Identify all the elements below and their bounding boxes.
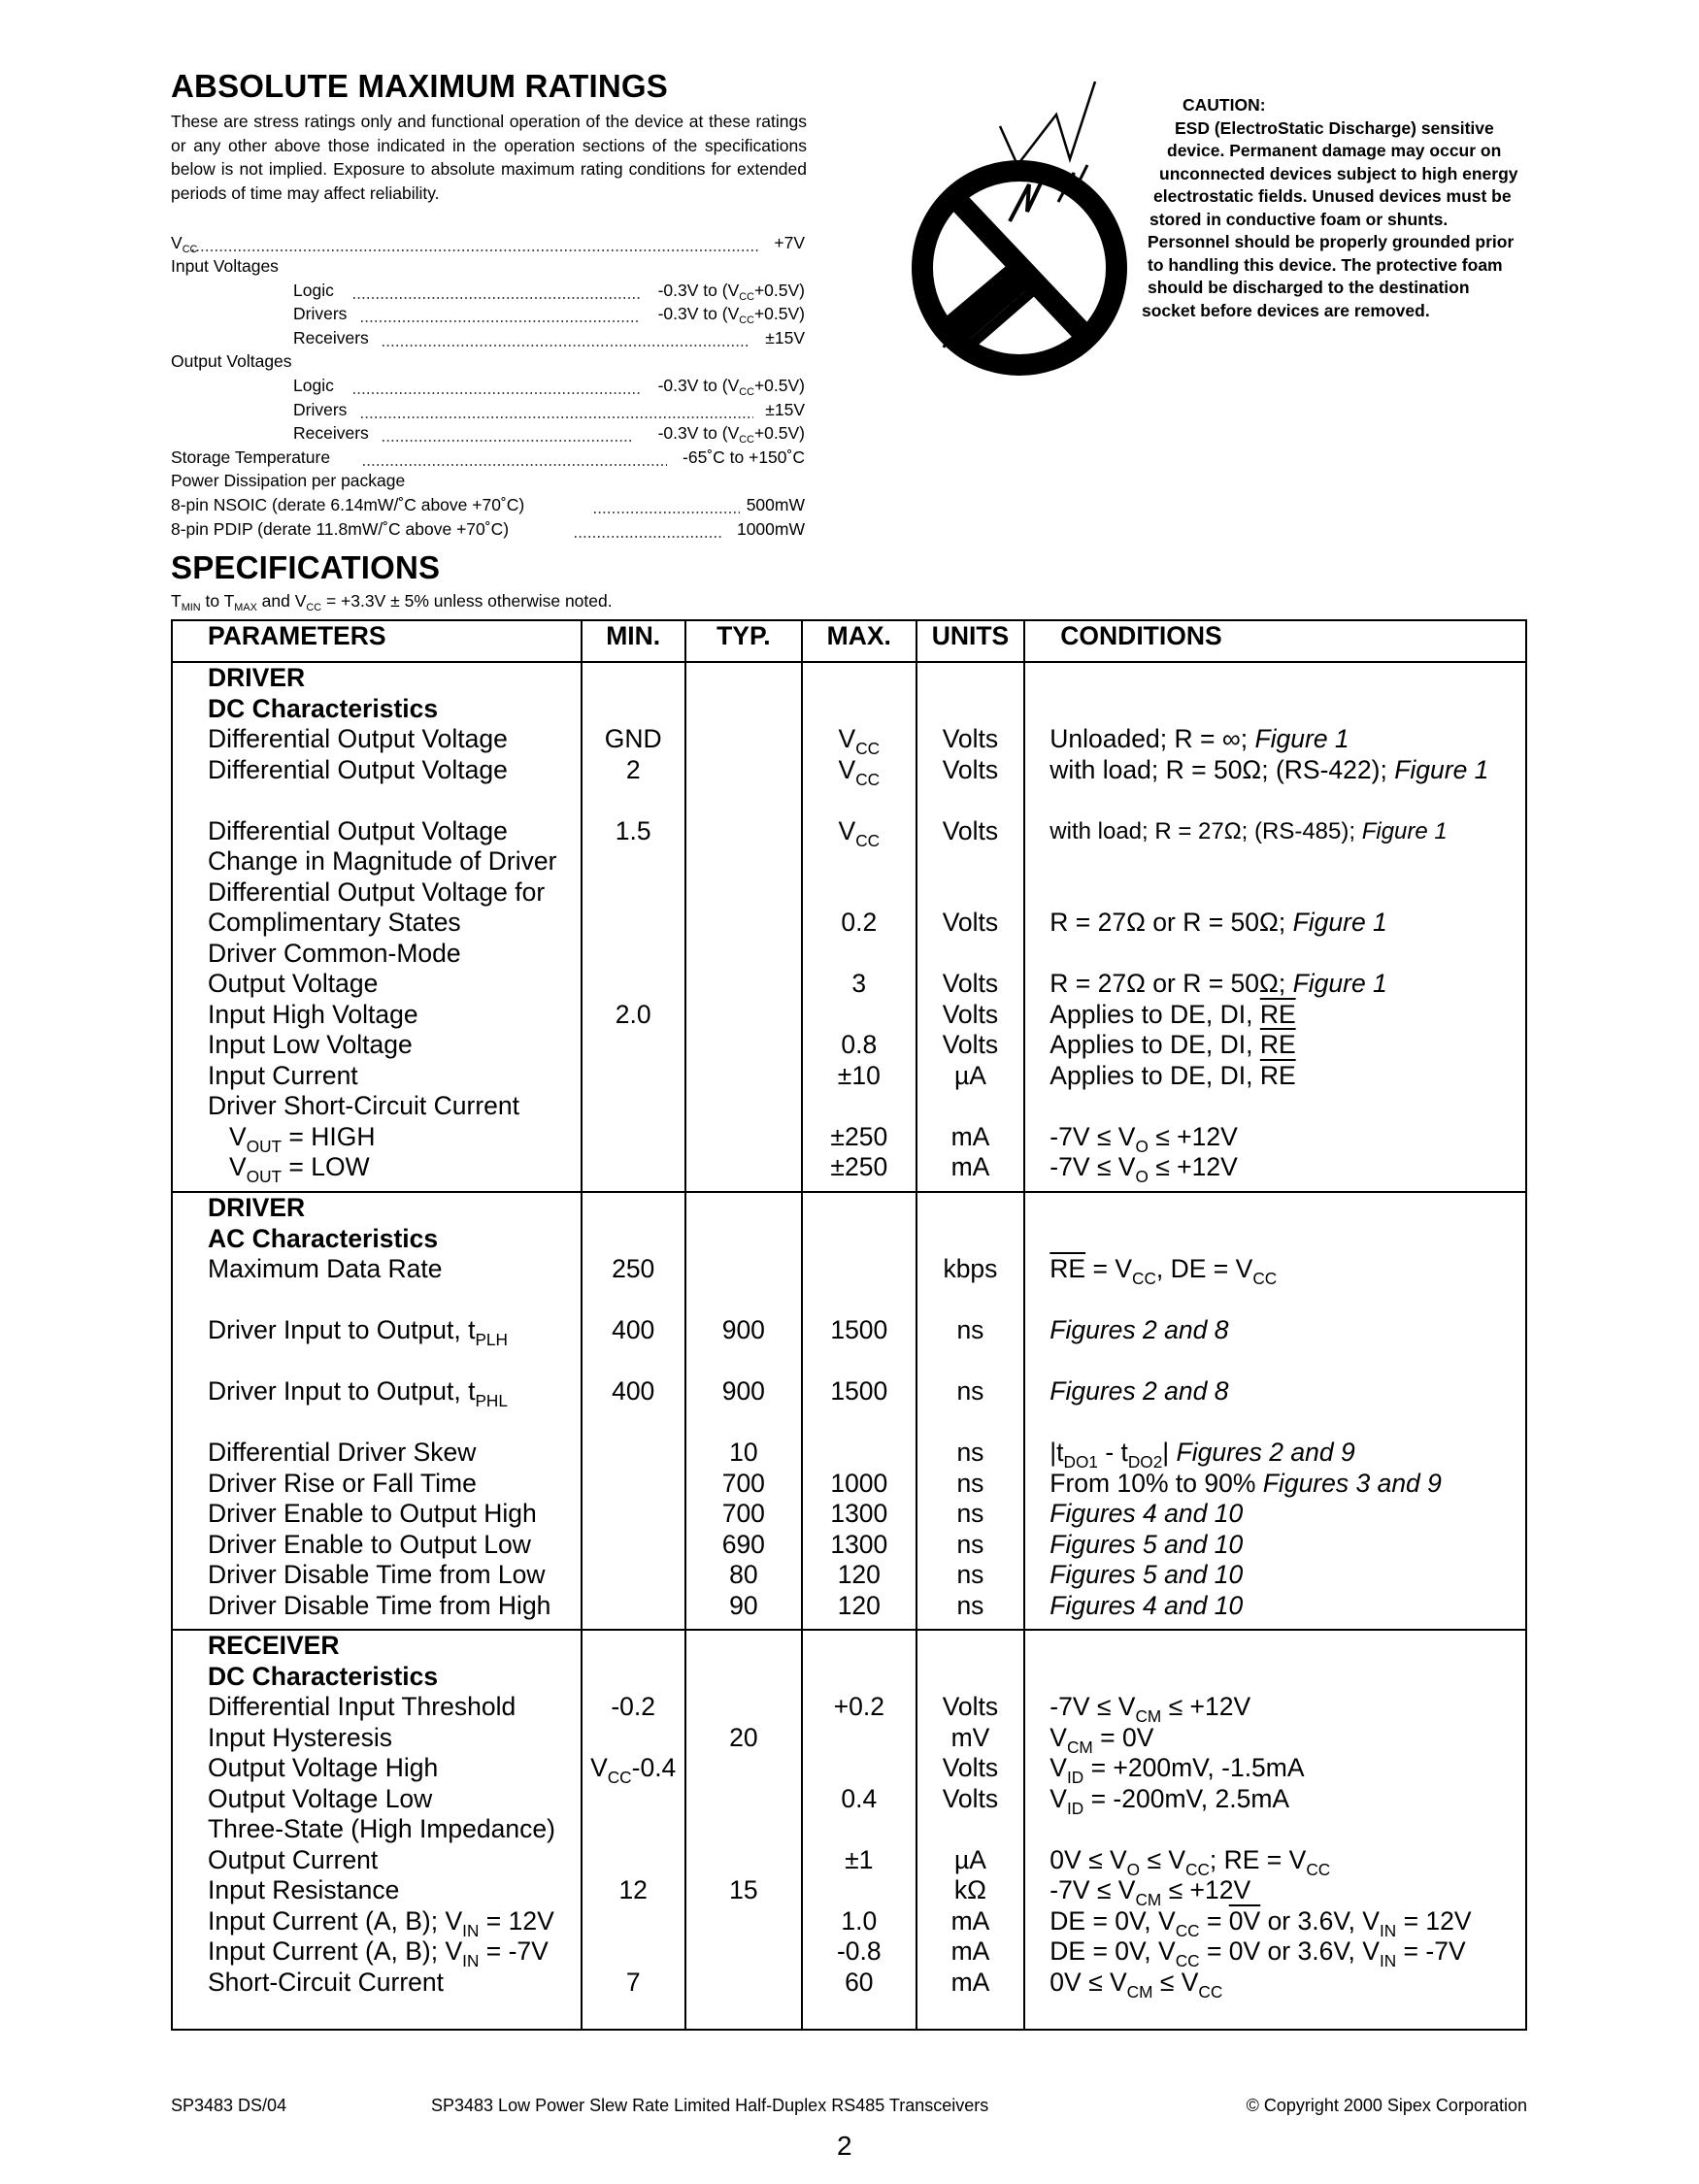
condition: DE = 0V, $V_{CC} = 0V$ or 3.6V, $V_{IN} = -7V$ xyxy=(1049,1936,1466,1970)
min-value: 12 xyxy=(618,1875,648,1904)
header-parameters: PARAMETERS xyxy=(172,620,582,662)
condition: Figures 2 and 8 xyxy=(1049,1315,1229,1344)
condition: $0V \le V_O \le V_{CC}$; RE = $V_{CC}$ xyxy=(1049,1844,1331,1879)
max-value: 1300 xyxy=(830,1499,888,1528)
unit: Volts xyxy=(942,754,999,784)
param: Differential Input Threshold xyxy=(208,1692,516,1721)
max-value: 1500 xyxy=(830,1376,888,1406)
param-vout-high: $V_{OUT}$ = HIGH xyxy=(229,1121,376,1156)
specs-note-text: = +3.3V ± 5% unless otherwise noted. xyxy=(325,591,613,611)
condition: $-7V \le V_O \le +12V$ xyxy=(1049,1152,1238,1186)
specifications-table xyxy=(171,619,1527,2031)
rating-out-logic-value: -0.3V to $(V_{CC}+0.5V)$ xyxy=(657,376,805,398)
param: Driver Input to Output, $t_{PLH}$ xyxy=(208,1315,508,1349)
rating-in-logic-label: Logic xyxy=(293,281,334,300)
condition: Applies to DE, DI, $\overline{RE}$ xyxy=(1049,1060,1296,1090)
rating-output-voltages: Output Voltages xyxy=(171,351,292,371)
typ-value: 80 xyxy=(729,1560,758,1589)
table-header-row xyxy=(172,620,1526,662)
driver-dc-typ xyxy=(685,662,802,1192)
condition: $|t_{DO1} - t_{DO2}|$ Figures 2 and 9 xyxy=(1049,1438,1355,1472)
param-text: = LOW xyxy=(288,1152,370,1181)
param-text: = HIGH xyxy=(288,1121,376,1151)
min-value: GND xyxy=(604,724,662,753)
unit: Volts xyxy=(942,1030,999,1059)
param: Differential Output Voltage xyxy=(208,754,508,784)
condition: Figures 4 and 10 xyxy=(1049,1590,1244,1620)
rating-storage-label: Storage Temperature xyxy=(171,447,331,467)
max-value: 1.0 xyxy=(841,1905,878,1936)
unit: Volts xyxy=(942,969,999,998)
min-value: 400 xyxy=(612,1376,655,1406)
param: Short-Circuit Current xyxy=(208,1967,444,1997)
param: Driver Rise or Fall Time xyxy=(208,1468,477,1498)
unit: ns xyxy=(956,1499,984,1528)
receiver-dc-section xyxy=(172,1630,1526,2030)
rating-in-logic-value: -0.3V to $(V_{CC}+0.5V)$ xyxy=(657,281,805,303)
unit: ns xyxy=(956,1560,984,1589)
abs-max-intro: These are stress ratings only and functional operation of the device at these ratings or any other above those indicated in the operation sections of the specifications below is not implied. Exposure to absolute maximum rating conditions for extended periods of time may affect reliability. xyxy=(171,112,807,203)
condition: $V_{CM} = 0V$ xyxy=(1049,1722,1154,1757)
max-value: 1500 xyxy=(830,1315,888,1344)
receiver-dc-typ xyxy=(685,1630,802,2030)
max-value: $V_{CC}$ xyxy=(838,724,881,758)
driver-dc-max xyxy=(802,662,916,1192)
esd-caution-icon xyxy=(903,76,1155,396)
driver-dc-section xyxy=(172,662,1526,1192)
caution-line: Personnel should be properly grounded prior xyxy=(1148,232,1515,251)
header-max: MAX. xyxy=(802,620,916,662)
typ-value: 90 xyxy=(729,1590,758,1620)
unit: ns xyxy=(956,1376,984,1406)
max-value: 120 xyxy=(837,1560,881,1589)
max-value: $V_{CC}$ xyxy=(838,815,881,850)
unit: Volts xyxy=(942,1783,999,1813)
rating-out-receivers-label: Receivers xyxy=(293,423,369,443)
driver-ac-max xyxy=(802,1192,916,1630)
caution-line: unconnected devices subject to high energy xyxy=(1159,163,1518,183)
param: Driver Disable Time from Low xyxy=(208,1560,546,1589)
rating-out-receivers-value: -0.3V to $(V_{CC}+0.5V)$ xyxy=(657,423,805,446)
condition: $-7V \le V_O \le +12V$ xyxy=(1049,1121,1238,1156)
specs-title: SPECIFICATIONS xyxy=(171,549,441,585)
max-value: $V_{CC}$ xyxy=(838,754,881,789)
driver-dc-min xyxy=(582,662,685,1192)
max-value: 60 xyxy=(845,1967,874,1997)
unit: ns xyxy=(956,1529,984,1559)
condition: Figures 4 and 10 xyxy=(1049,1499,1244,1528)
condition: From 10% to 90% Figures 3 and 9 xyxy=(1049,1468,1442,1498)
unit: mA xyxy=(950,1967,990,1997)
receiver-dc-conditions xyxy=(1024,1630,1526,2030)
min-value: 250 xyxy=(612,1254,655,1283)
caution-line: to handling this device. The protective foam xyxy=(1148,254,1503,275)
rating-in-receivers-label: Receivers xyxy=(293,328,369,347)
rating-vcc-value: +7V xyxy=(774,233,805,252)
receiver-dc-units xyxy=(916,1630,1025,2030)
rating-nsoic-value: 500mW xyxy=(746,495,805,514)
unit: ns xyxy=(956,1590,984,1620)
typ-value: 900 xyxy=(721,1315,765,1344)
max-value: ±250 xyxy=(830,1152,888,1181)
rating-pdip-value: 1000mW xyxy=(736,519,805,539)
max-value: ±250 xyxy=(830,1121,888,1151)
condition: with load; R = 50Ω; (RS-422); Figure 1 xyxy=(1049,754,1489,784)
unit: mV xyxy=(950,1722,990,1752)
unit: µA xyxy=(953,1060,986,1090)
param: Differential Driver Skew xyxy=(208,1438,477,1467)
param: Input Current (A, B); $V_{IN} = -7V$ xyxy=(208,1936,549,1970)
rating-storage-value: -65˚C to +150˚C xyxy=(683,447,805,467)
caution-line: stored in conductive foam or shunts. xyxy=(1149,209,1449,229)
header-conditions: CONDITIONS xyxy=(1024,620,1526,662)
param: Driver Input to Output, $t_{PHL}$ xyxy=(208,1376,508,1410)
header-min: MIN. xyxy=(582,620,685,662)
unit: kbps xyxy=(943,1254,998,1283)
condition: $\overline{RE} = V_{CC}$, DE = $V_{CC}$ xyxy=(1049,1254,1278,1288)
specs-note: $T_{MIN}$ to $T_{MAX}$ and $V_{CC} = +3.3V \pm 5\%$ unless otherwise noted. xyxy=(171,591,613,613)
unit: mA xyxy=(950,1121,990,1151)
condition: $V_{ID} = +200mV$, -1.5mA xyxy=(1049,1753,1305,1787)
driver-ac-min xyxy=(582,1192,685,1630)
param: Driver Short-Circuit Current xyxy=(208,1091,520,1120)
typ-value: 700 xyxy=(721,1468,765,1498)
max-value: 0.8 xyxy=(841,1030,878,1059)
param: Differential Output Voltage xyxy=(208,724,508,753)
rating-out-drivers-value: ±15V xyxy=(765,400,805,419)
receiver-dc-min xyxy=(582,1630,685,2030)
condition: R = 27Ω or R = 50Ω; Figure 1 xyxy=(1049,908,1387,937)
rating-in-drivers-value: -0.3V to $(V_{CC}+0.5V)$ xyxy=(657,304,805,326)
driver-ac-conditions xyxy=(1024,1192,1526,1630)
param: Input Current (A, B); $V_{IN} = 12V$ xyxy=(208,1905,554,1940)
driver-ac-units xyxy=(916,1192,1025,1630)
unit: ns xyxy=(956,1468,984,1498)
caution-line: should be discharged to the destination xyxy=(1148,278,1470,297)
caution-title: CAUTION: xyxy=(1183,95,1266,115)
min-value: $V_{CC}-0.4$ xyxy=(590,1753,677,1787)
param: Driver Disable Time from High xyxy=(208,1590,551,1620)
unit: Volts xyxy=(942,999,999,1029)
caution-line: device. Permanent damage may occur on xyxy=(1167,141,1502,160)
condition: Figures 5 and 10 xyxy=(1049,1529,1244,1559)
typ-value: 10 xyxy=(729,1438,758,1467)
param: Output Current xyxy=(208,1844,379,1874)
section-label: RECEIVER xyxy=(208,1631,340,1660)
rating-out-logic-label: Logic xyxy=(293,376,334,395)
max-value: +0.2 xyxy=(833,1692,884,1721)
param-vout-low: $V_{OUT}$ = LOW xyxy=(229,1152,370,1186)
condition: with load; R = 27Ω; (RS-485); Figure 1 xyxy=(1049,817,1448,844)
min-value: 7 xyxy=(625,1967,641,1997)
max-value: 120 xyxy=(837,1590,881,1620)
condition: $0V \le V_{CM} \le V_{CC}$ xyxy=(1049,1967,1223,2002)
rating-out-drivers-label: Drivers xyxy=(293,400,348,419)
unit: Volts xyxy=(942,1692,999,1721)
param: Differential Output Voltage xyxy=(208,815,508,845)
condition: Applies to DE, DI, $\overline{RE}$ xyxy=(1049,999,1296,1029)
unit: Volts xyxy=(942,908,999,937)
param: Differential Output Voltage for xyxy=(208,877,546,907)
max-value: -0.8 xyxy=(836,1936,882,1966)
max-value: ±10 xyxy=(837,1060,881,1090)
param: Maximum Data Rate xyxy=(208,1254,443,1283)
driver-ac-section xyxy=(172,1192,1526,1630)
condition: $-7V \le V_{CM} \le +12V$ xyxy=(1049,1875,1251,1909)
subsection-label: DC Characteristics xyxy=(208,693,439,723)
param: Input Resistance xyxy=(208,1875,400,1904)
param: Change in Magnitude of Driver xyxy=(208,846,557,876)
footer-title: SP3483 Low Power Slew Rate Limited Half-Duplex RS485 Transceivers xyxy=(431,2096,989,2115)
typ-value: 900 xyxy=(721,1376,765,1406)
param: Complimentary States xyxy=(208,908,461,937)
param: Input Low Voltage xyxy=(208,1030,413,1059)
condition: Figures 2 and 8 xyxy=(1049,1376,1229,1406)
unit: ns xyxy=(956,1315,984,1344)
rating-pdip-label: 8-pin PDIP (derate 11.8mW/˚C above +70˚C) xyxy=(171,519,510,539)
condition: R = 27Ω or R = 50Ω; Figure 1 xyxy=(1049,969,1387,998)
driver-dc-parameters xyxy=(172,662,582,1192)
receiver-dc-max xyxy=(802,1630,916,2030)
param: Input Current xyxy=(208,1060,358,1090)
receiver-dc-parameters xyxy=(172,1630,582,2030)
param: Output Voltage xyxy=(208,969,379,998)
unit: mA xyxy=(950,1152,990,1181)
max-value: 0.4 xyxy=(841,1783,878,1813)
unit: mA xyxy=(950,1936,990,1966)
rating-in-receivers-value: ±15V xyxy=(765,328,805,347)
param: Three-State (High Impedance) xyxy=(208,1814,555,1843)
param: Output Voltage High xyxy=(208,1753,439,1782)
min-value: 2 xyxy=(625,754,641,784)
section-label: DRIVER xyxy=(208,663,306,692)
footer-copyright: © Copyright 2000 Sipex Corporation xyxy=(1246,2096,1527,2115)
param: Driver Common-Mode xyxy=(208,938,461,968)
min-value: -0.2 xyxy=(611,1692,656,1721)
unit: Volts xyxy=(942,1753,999,1782)
rating-vcc-label: $V_{CC}$ xyxy=(171,233,198,255)
param: Driver Enable to Output Low xyxy=(208,1529,531,1559)
param: Driver Enable to Output High xyxy=(208,1499,537,1528)
param xyxy=(173,785,581,816)
condition: DE = 0V, $V_{CC} = 0V$ or 3.6V, $V_{IN} = 12V$ xyxy=(1049,1905,1472,1940)
driver-ac-typ xyxy=(685,1192,802,1630)
min-value: 400 xyxy=(612,1315,655,1344)
rating-in-drivers-label: Drivers xyxy=(293,304,348,323)
max-value: 3 xyxy=(851,969,867,998)
max-value: 1300 xyxy=(830,1529,888,1559)
unit: µA xyxy=(953,1844,986,1874)
caution-line: electrostatic fields. Unused devices must be xyxy=(1153,186,1512,206)
condition: $-7V \le V_{CM} \le +12V$ xyxy=(1049,1692,1251,1726)
driver-dc-conditions xyxy=(1024,662,1526,1192)
condition: Figures 5 and 10 xyxy=(1049,1560,1244,1589)
min-value: 1.5 xyxy=(615,815,651,845)
param: Input Hysteresis xyxy=(208,1722,392,1752)
section-label: DRIVER xyxy=(208,1193,306,1222)
condition: $V_{ID} = -200mV$, 2.5mA xyxy=(1049,1783,1290,1818)
unit: mA xyxy=(950,1905,990,1936)
max-value: 0.2 xyxy=(841,908,878,937)
param: Input High Voltage xyxy=(208,999,418,1029)
condition: Applies to DE, DI, $\overline{RE}$ xyxy=(1049,1030,1296,1059)
typ-value: 20 xyxy=(729,1722,758,1752)
max-value: 1000 xyxy=(830,1468,888,1498)
max-value: ±1 xyxy=(845,1844,874,1874)
caution-line: ESD (ElectroStatic Discharge) sensitive xyxy=(1175,117,1494,138)
footer-doc-id: SP3483 DS/04 xyxy=(171,2096,287,2115)
subsection-label: DC Characteristics xyxy=(208,1661,439,1691)
param: Output Voltage Low xyxy=(208,1783,433,1813)
driver-dc-units xyxy=(916,662,1025,1192)
header-units: UNITS xyxy=(916,620,1025,662)
rating-input-voltages: Input Voltages xyxy=(171,256,279,276)
page-number: 2 xyxy=(837,2131,852,2161)
unit: Volts xyxy=(942,815,999,845)
typ-value: 700 xyxy=(721,1499,765,1528)
subsection-label: AC Characteristics xyxy=(208,1223,439,1253)
condition: Unloaded; R = ∞; Figure 1 xyxy=(1049,724,1349,753)
unit: ns xyxy=(956,1438,984,1467)
rating-nsoic-label: 8-pin NSOIC (derate 6.14mW/˚C above +70˚C) xyxy=(171,495,525,514)
rating-power-dissipation: Power Dissipation per package xyxy=(171,471,406,490)
typ-value: 15 xyxy=(729,1875,758,1904)
header-typ: TYP. xyxy=(685,620,802,662)
unit: kΩ xyxy=(953,1875,986,1904)
abs-max-title: ABSOLUTE MAXIMUM RATINGS xyxy=(171,68,668,104)
min-value: 2.0 xyxy=(615,999,651,1029)
typ-value: 690 xyxy=(721,1529,765,1559)
driver-ac-parameters xyxy=(172,1192,582,1630)
caution-text xyxy=(1142,94,1536,322)
unit: Volts xyxy=(942,724,999,753)
caution-line: socket before devices are removed. xyxy=(1142,300,1430,320)
